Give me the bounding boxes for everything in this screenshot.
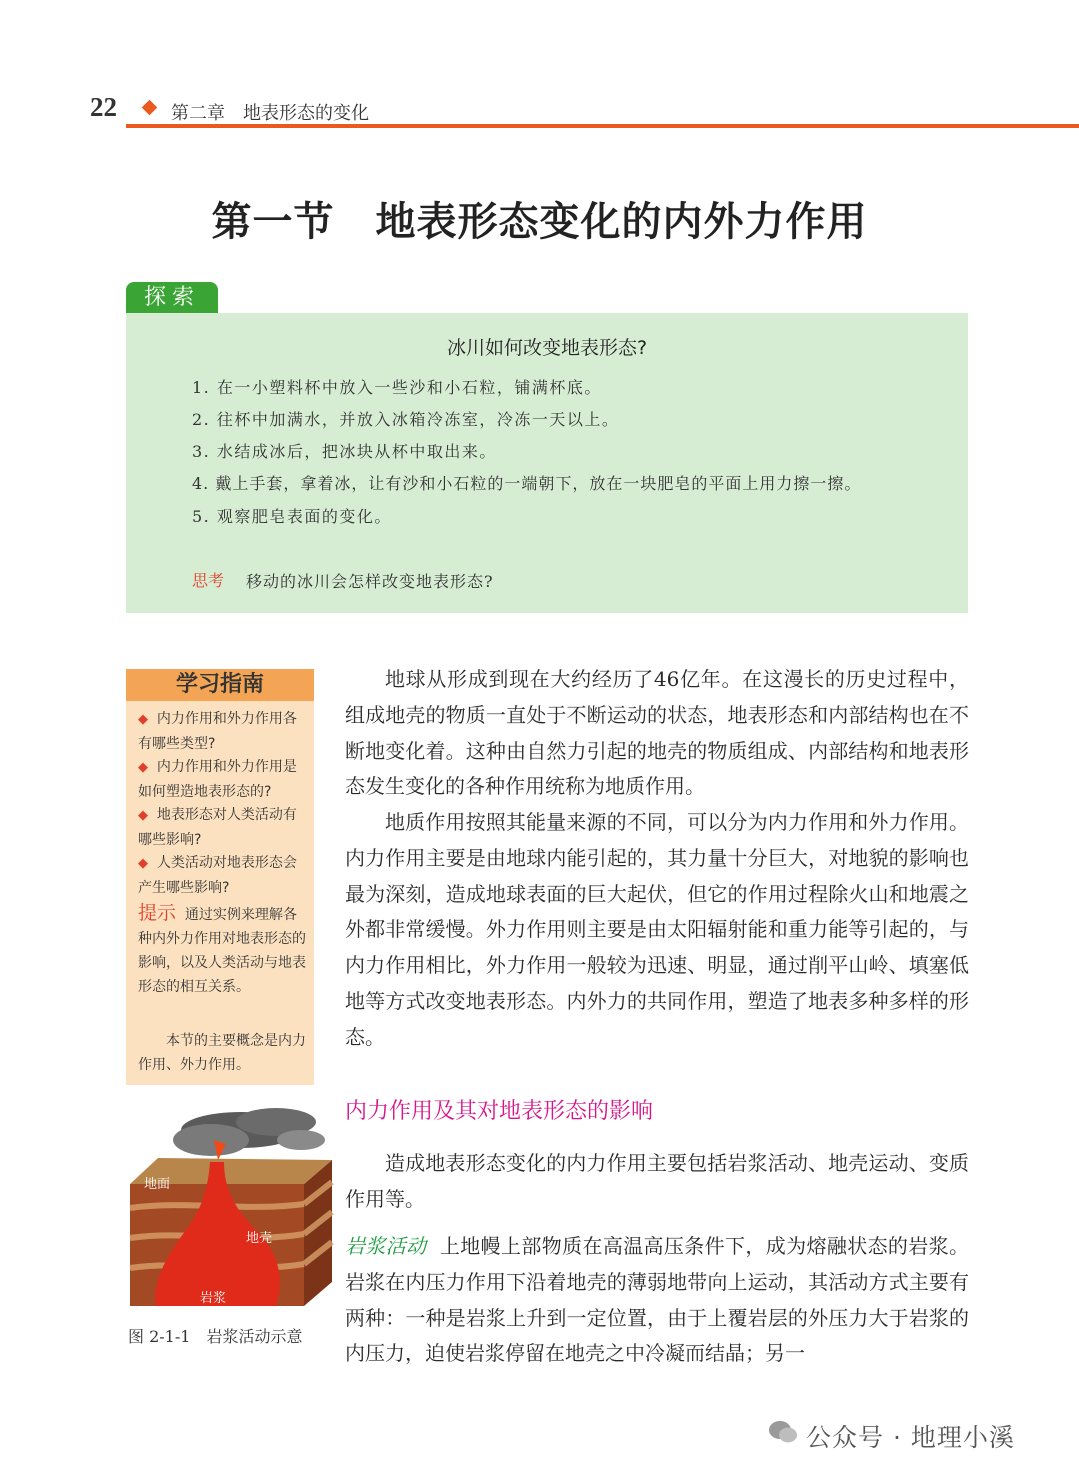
subheading: 内力作用及其对地表形态的影响 <box>345 1099 654 1124</box>
body-paragraph-1: 地球从形成到现在大约经历了46亿年。在这漫长的历史过程中，组成地壳的物质一直处于不断运动的状态，地表形态和内部结构也在不断地变化着。这种由自然力引起的地壳的物质组成、内部结构和地表形态发生变化的各种作用统称为地质作用。 <box>345 667 969 799</box>
diamond-icon: ◆ <box>138 856 148 871</box>
header-rule <box>126 124 1079 128</box>
explore-step-4: 4. 戴上手套，拿着冰，让有沙和小石粒的一端朝下，放在一块肥皂的平面上用力擦一擦。 <box>192 474 862 493</box>
body-paragraph-2: 地质作用按照其能量来源的不同，可以分为内力作用和外力作用。内力作用主要是由地球内能引起的，其力量十分巨大，对地貌的影响也最为深刻，造成地球表面的巨大起伏，但它的作用过程除火山和地震之外都非常缓慢。外力作用则主要是由太阳辐射能和重力能等引起的，与内力作用相比，外力作用一般较为迅速、明显，通过削平山岭、填塞低地等方式改变地表形态。内外力的共同作用，塑造了地表多种多样的形态。 <box>345 810 969 1049</box>
explore-step-3: 3. 水结成冰后，把冰块从杯中取出来。 <box>192 442 497 461</box>
study-guide-title: 学习指南 <box>126 669 314 701</box>
diamond-icon <box>142 100 158 116</box>
figure-caption: 图 2-1-1 岩浆活动示意 <box>128 1327 303 1346</box>
section-title: 第一节 地表形态变化的内外力作用 <box>211 198 868 245</box>
study-guide <box>126 669 314 1085</box>
page-number: 22 <box>90 92 117 122</box>
tip-label: 提示 <box>138 902 177 924</box>
explore-tab: 探索 <box>126 282 218 314</box>
explore-step-1: 1. 在一小塑料杯中放入一些沙和小石粒，铺满杯底。 <box>192 378 602 397</box>
explore-question: 冰川如何改变地表形态? <box>446 337 648 359</box>
explore-step-2: 2. 往杯中加满水，并放入冰箱冷冻室，冷冻一天以上。 <box>192 410 620 429</box>
guide-question-1: ◆ 内力作用和外力作用各有哪些类型? <box>138 711 297 752</box>
magma-activity-figure <box>126 1100 336 1312</box>
guide-tip: 提示 通过实例来理解各种内外力作用对地表形态的影响，以及人类活动与地表形态的相互关系。 <box>138 902 306 995</box>
guide-question-3: ◆ 地表形态对人类活动有哪些影响? <box>138 807 297 848</box>
diamond-icon: ◆ <box>138 712 148 727</box>
diamond-icon: ◆ <box>138 808 148 823</box>
think-text: 移动的冰川会怎样改变地表形态? <box>246 572 494 591</box>
wechat-icon <box>768 1420 798 1444</box>
guide-question-2: ◆ 内力作用和外力作用是如何塑造地表形态的? <box>138 759 297 800</box>
smoke-cloud <box>173 1108 325 1156</box>
chapter-header: 第二章 地表形态的变化 <box>171 103 369 124</box>
body-paragraph-3: 造成地表形态变化的内力作用主要包括岩浆活动、地壳运动、变质作用等。 <box>345 1151 969 1211</box>
watermark: 公众号 · 地理小溪 <box>806 1423 1015 1452</box>
label-magma: 岩浆 <box>200 1291 227 1306</box>
label-surface: 地面 <box>144 1177 171 1192</box>
label-crust: 地壳 <box>246 1231 273 1246</box>
explore-step-5: 5. 观察肥皂表面的变化。 <box>192 507 392 526</box>
guide-note: 本节的主要概念是内力作用、外力作用。 <box>138 1033 306 1073</box>
term-magma-activity: 岩浆活动 <box>345 1234 427 1258</box>
guide-question-4: ◆ 人类活动对地表形态会产生哪些影响? <box>138 855 297 896</box>
body-paragraph-4: 岩浆活动 上地幔上部物质在高温高压条件下，成为熔融状态的岩浆。岩浆在内压力作用下沿着地壳的薄弱地带向上运动，其活动方式主要有两种：一种是岩浆上升到一定位置，由于上覆岩层的外压力大于岩浆的内压力，迫使岩浆停留在地壳之中冷凝而结晶；另一 <box>345 1234 970 1366</box>
diamond-icon: ◆ <box>138 760 148 775</box>
explore-box <box>126 313 968 613</box>
think-label: 思考 <box>192 571 225 590</box>
